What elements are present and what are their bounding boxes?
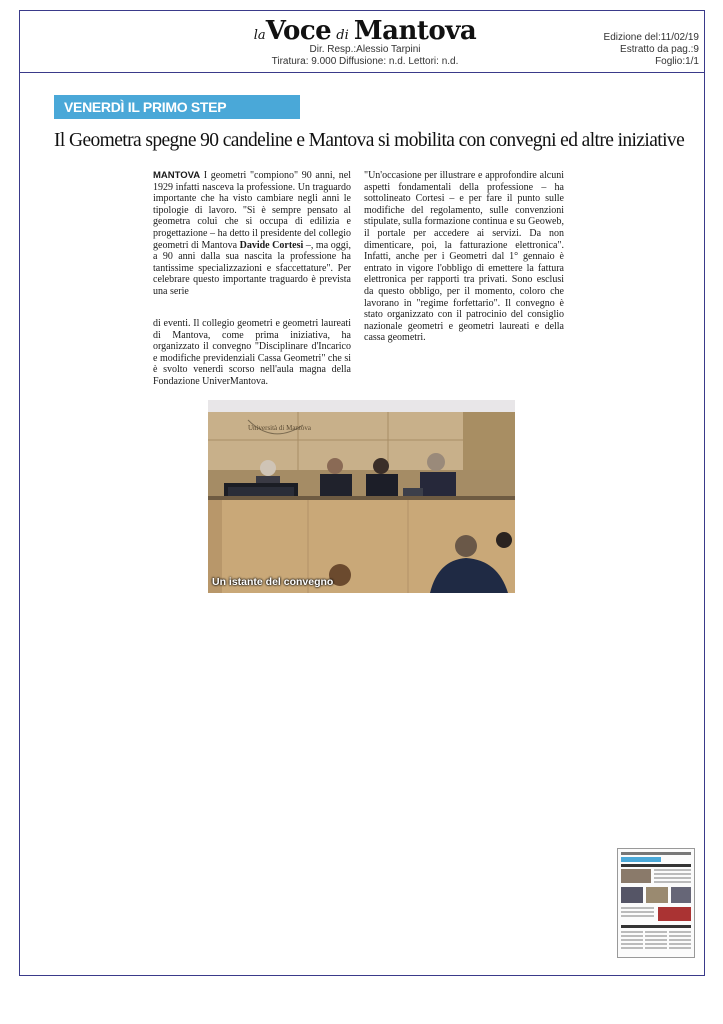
article-column-1: MANTOVA I geometri "compiono" 90 anni, nel 1929 infatti nasceva la professione. Un traguardo importante che ha visto cambiare negli anni le tipologie di lavoro. "Si è sempre pensato al geometra colui che si occupa di edilizia e progettazione – ha detto il presidente del collegio geometri di Mantova Davide Cortesi –, ma oggi, a 90 anni dalla sua nascita la professione ha tantissime specializzazioni e sfaccettature". Per celebrare questo importante traguardo è prevista una serie [153, 170, 351, 297]
person-name: Davide Cortesi [239, 239, 304, 251]
page-thumbnail-image [618, 849, 694, 957]
page-thumbnail[interactable] [617, 848, 695, 958]
circulation-line: Tiratura: 9.000 Diffusione: n.d. Lettori: n.d. [271, 56, 459, 67]
conference-scene-image [208, 400, 515, 593]
edition-date: Edizione del:11/02/19 [603, 32, 699, 43]
newspaper-logo: laVoce di Mantova [253, 16, 477, 46]
article-column-2: "Un'occasione per illustrare e approfondire alcuni aspetti fondamentali della professione – ha sottolineato Cortesi – e per fare il punto sulle modifiche del regolamento, sulle convenzioni stipulate, sulla formazione continua e su Geoweb, il portale per accedere ai servizi. Da non dimenticare, poi, la fatturazione elettronica". Infatti, anche per i Geometri dal 1° gennaio è entrato in vigore l'obbligo di emettere la fattura elettronica per rapporti tra privati. Sono esclusi da questo obbligo, per il momento, coloro che lavorano in "regime forfettario". Il convegno è stato organizzato con il patrocinio del consiglio nazionale geometri e geometri laureati e della cassa geometri. [364, 170, 564, 344]
director-line: Dir. Resp.:Alessio Tarpini [309, 44, 421, 55]
conference-photo [208, 400, 515, 593]
masthead [240, 18, 490, 68]
article-headline: Il Geometra spegne 90 candeline e Mantova si mobilita con convegni ed altre iniziative [54, 130, 685, 151]
wall-inscription: Università di Mantova [248, 424, 311, 432]
article-kicker: VENERDÌ IL PRIMO STEP [54, 95, 300, 119]
header-rule [19, 72, 705, 73]
photo-caption: Un istante del convegno [212, 576, 334, 588]
edition-info [604, 32, 699, 68]
article-column-1b: di eventi. Il collegio geometri e geometri laureati di Mantova, come prima iniziativa, ha organizzato il convegno "Disciplinare d'Incarico e modifiche previdenziali Cassa Geometri" che si è svolto venerdì scorso nell'aula magna della Fondazione UniverMantova. [153, 318, 351, 387]
edition-page: Estratto da pag.:9 [620, 44, 699, 55]
dateline: MANTOVA [153, 170, 201, 181]
edition-sheet: Foglio:1/1 [655, 56, 699, 67]
